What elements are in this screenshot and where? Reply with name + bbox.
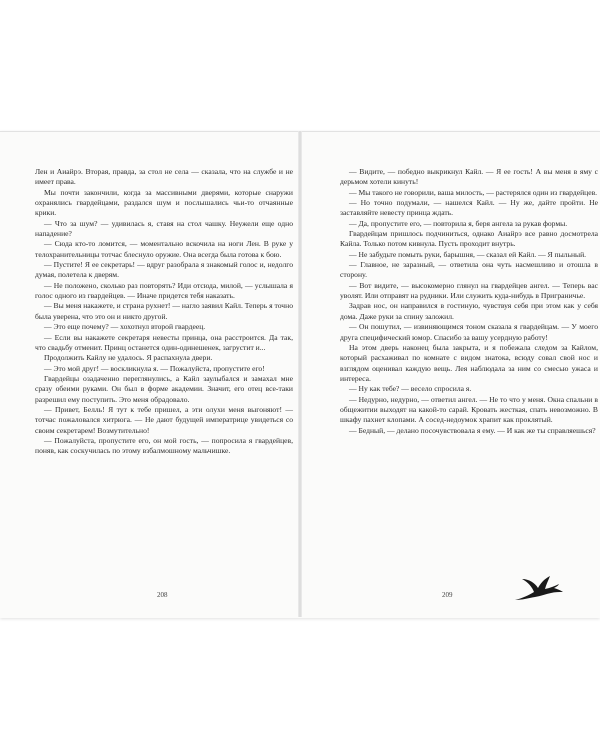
paragraph: — Что за шум? — удивилась я, ставя на стол чашку. Неужели еще одно нападение? (35, 218, 293, 239)
paragraph: — Вот видите, — высокомерно глянул на гвардейцев ангел. — Теперь вас уволят. Или отправят на рудники. Или служить куда-нибудь в Приграничье. (340, 280, 598, 301)
paragraph: Лен и Аиайрэ. Вторая, правда, за стол не села — сказала, что на службе и не имеет права. (35, 167, 293, 187)
paragraph: — Если вы накажете секретаря невесты принца, она расстроится. Да так, что свадьбу отменит. Принц останется один-одинешенек, загрустит и... (35, 332, 293, 352)
paragraph: — Не положено, сколько раз повторять? Иди отсюда, милой, — услышала я голос одного из гвардейцев. — Иначе придется тебя наказать. (35, 280, 293, 301)
left-page-text (35, 167, 293, 457)
paragraph: — Мы такого не говорили, ваша милость, — растерялся один из гвардейцев. (349, 187, 598, 197)
right-page-text (340, 167, 598, 436)
paragraph: — Пожалуйста, пропустите его, он мой гость, — попросила я гвардейцев, поняв, как соскучилась по этому взбалмошному мальчишке. (35, 435, 293, 456)
book-gutter (298, 131, 302, 617)
page-number-right: 209 (442, 591, 453, 599)
paragraph: — Бедный, — делано посочувствовала я ему. — И как же ты справляешься? (349, 425, 596, 435)
paragraph: — Да, пропустите его, — повторила я, беря ангела за рукав формы. (349, 218, 568, 228)
paragraph: — Главное, не заразный, — ответила она чуть насмешливо и отошла в сторону. (340, 260, 598, 280)
page-number-left: 208 (157, 591, 168, 599)
paragraph: — Видите, — победно выкрикнул Кайл. — Я ее гость! А вы меня в яму с дерьмом хотели кинуть! (340, 167, 598, 187)
paragraph: Мы почти закончили, когда за массивными дверями, которые снаружи охранялись гвардейцами, раздался шум и послышались чьи-то отчаянные крики. (35, 187, 293, 218)
paragraph: — Привет, Белль! Я тут к тебе пришел, а эти олухи меня выгоняют! — тотчас пожаловался хитрюга. — Не дают будущей императрице увидеться со своим секретарем! Возмутительно! (35, 404, 293, 435)
paragraph: — Не забудьте помыть руки, барышня, — сказал ей Кайл. — Я пыльный. (349, 249, 587, 259)
paragraph: — Ну как тебе? — весело спросила я. (349, 384, 472, 394)
paragraph: — Он пошутил, — извиняющимся тоном сказала я гвардейцам. — У моего друга специфический юмор. Спасибо за вашу усердную работу! (340, 322, 598, 342)
dragon-silhouette-icon (513, 573, 565, 603)
paragraph: Продолжить Кайлу не удалось. Я распахнула двери. (44, 353, 213, 363)
paragraph: — Это мой друг! — воскликнула я. — Пожалуйста, пропустите его! (44, 363, 265, 373)
paragraph: Гвардейцы озадаченно переглянулись, а Кайл заулыбался и замахал мне сразу обеими руками. Он был в форме академии. Значит, его отец все-таки разрешил ему поступить. Это меня обрадовало. (35, 373, 293, 404)
paragraph: — Пустите! Я ее секретарь! — вдруг разобрала я знакомый голос и, недолго думая, полетела к дверям. (35, 260, 293, 280)
paragraph: Задрав нос, он направился в гостиную, чувствуя себя при этом как у себя дома. Даже руки за спину заложил. (340, 301, 598, 321)
paragraph: — Недурно, недурно, — ответил ангел. — Не то что у меня. Окна спальни в общежитии выходят на какой-то сарай. Кровать жесткая, спать невозможно. В шкафу пахнет клопами. А сосед-недоумок храпит как проклятый. (340, 394, 598, 425)
paragraph: Гвардейцам пришлось подчиниться, однако Аиайрэ все равно досмотрела Кайла. Только потом кивнула. Пусть проходит внутрь. (340, 229, 598, 249)
paragraph: — Это еще почему? — хохотнул второй гвардеец. (44, 322, 206, 332)
paragraph: На этом дверь наконец была закрыта, и я побежала следом за Кайлом, который расхаживал по комнате с видом знатока, всюду совал свой нос и взглядом оценивал каждую вещь. Лея наблюдала за ним со смесью ужаса и интереса. (340, 342, 598, 383)
paragraph: — Вы меня накажете, и страна рухнет! — нагло заявил Кайл. Теперь я точно была уверена, что это он и никто другой. (35, 301, 293, 321)
paragraph: — Сюда кто-то ломится, — моментально вскочила на ноги Лен. В руке у телохранительницы тотчас блеснуло оружие. Она всегда была готова к бою. (35, 239, 293, 259)
paragraph: — Но точно подумали, — нашелся Кайл. — Ну же, дайте пройти. Не заставляйте невесту принца ждать. (340, 198, 598, 218)
